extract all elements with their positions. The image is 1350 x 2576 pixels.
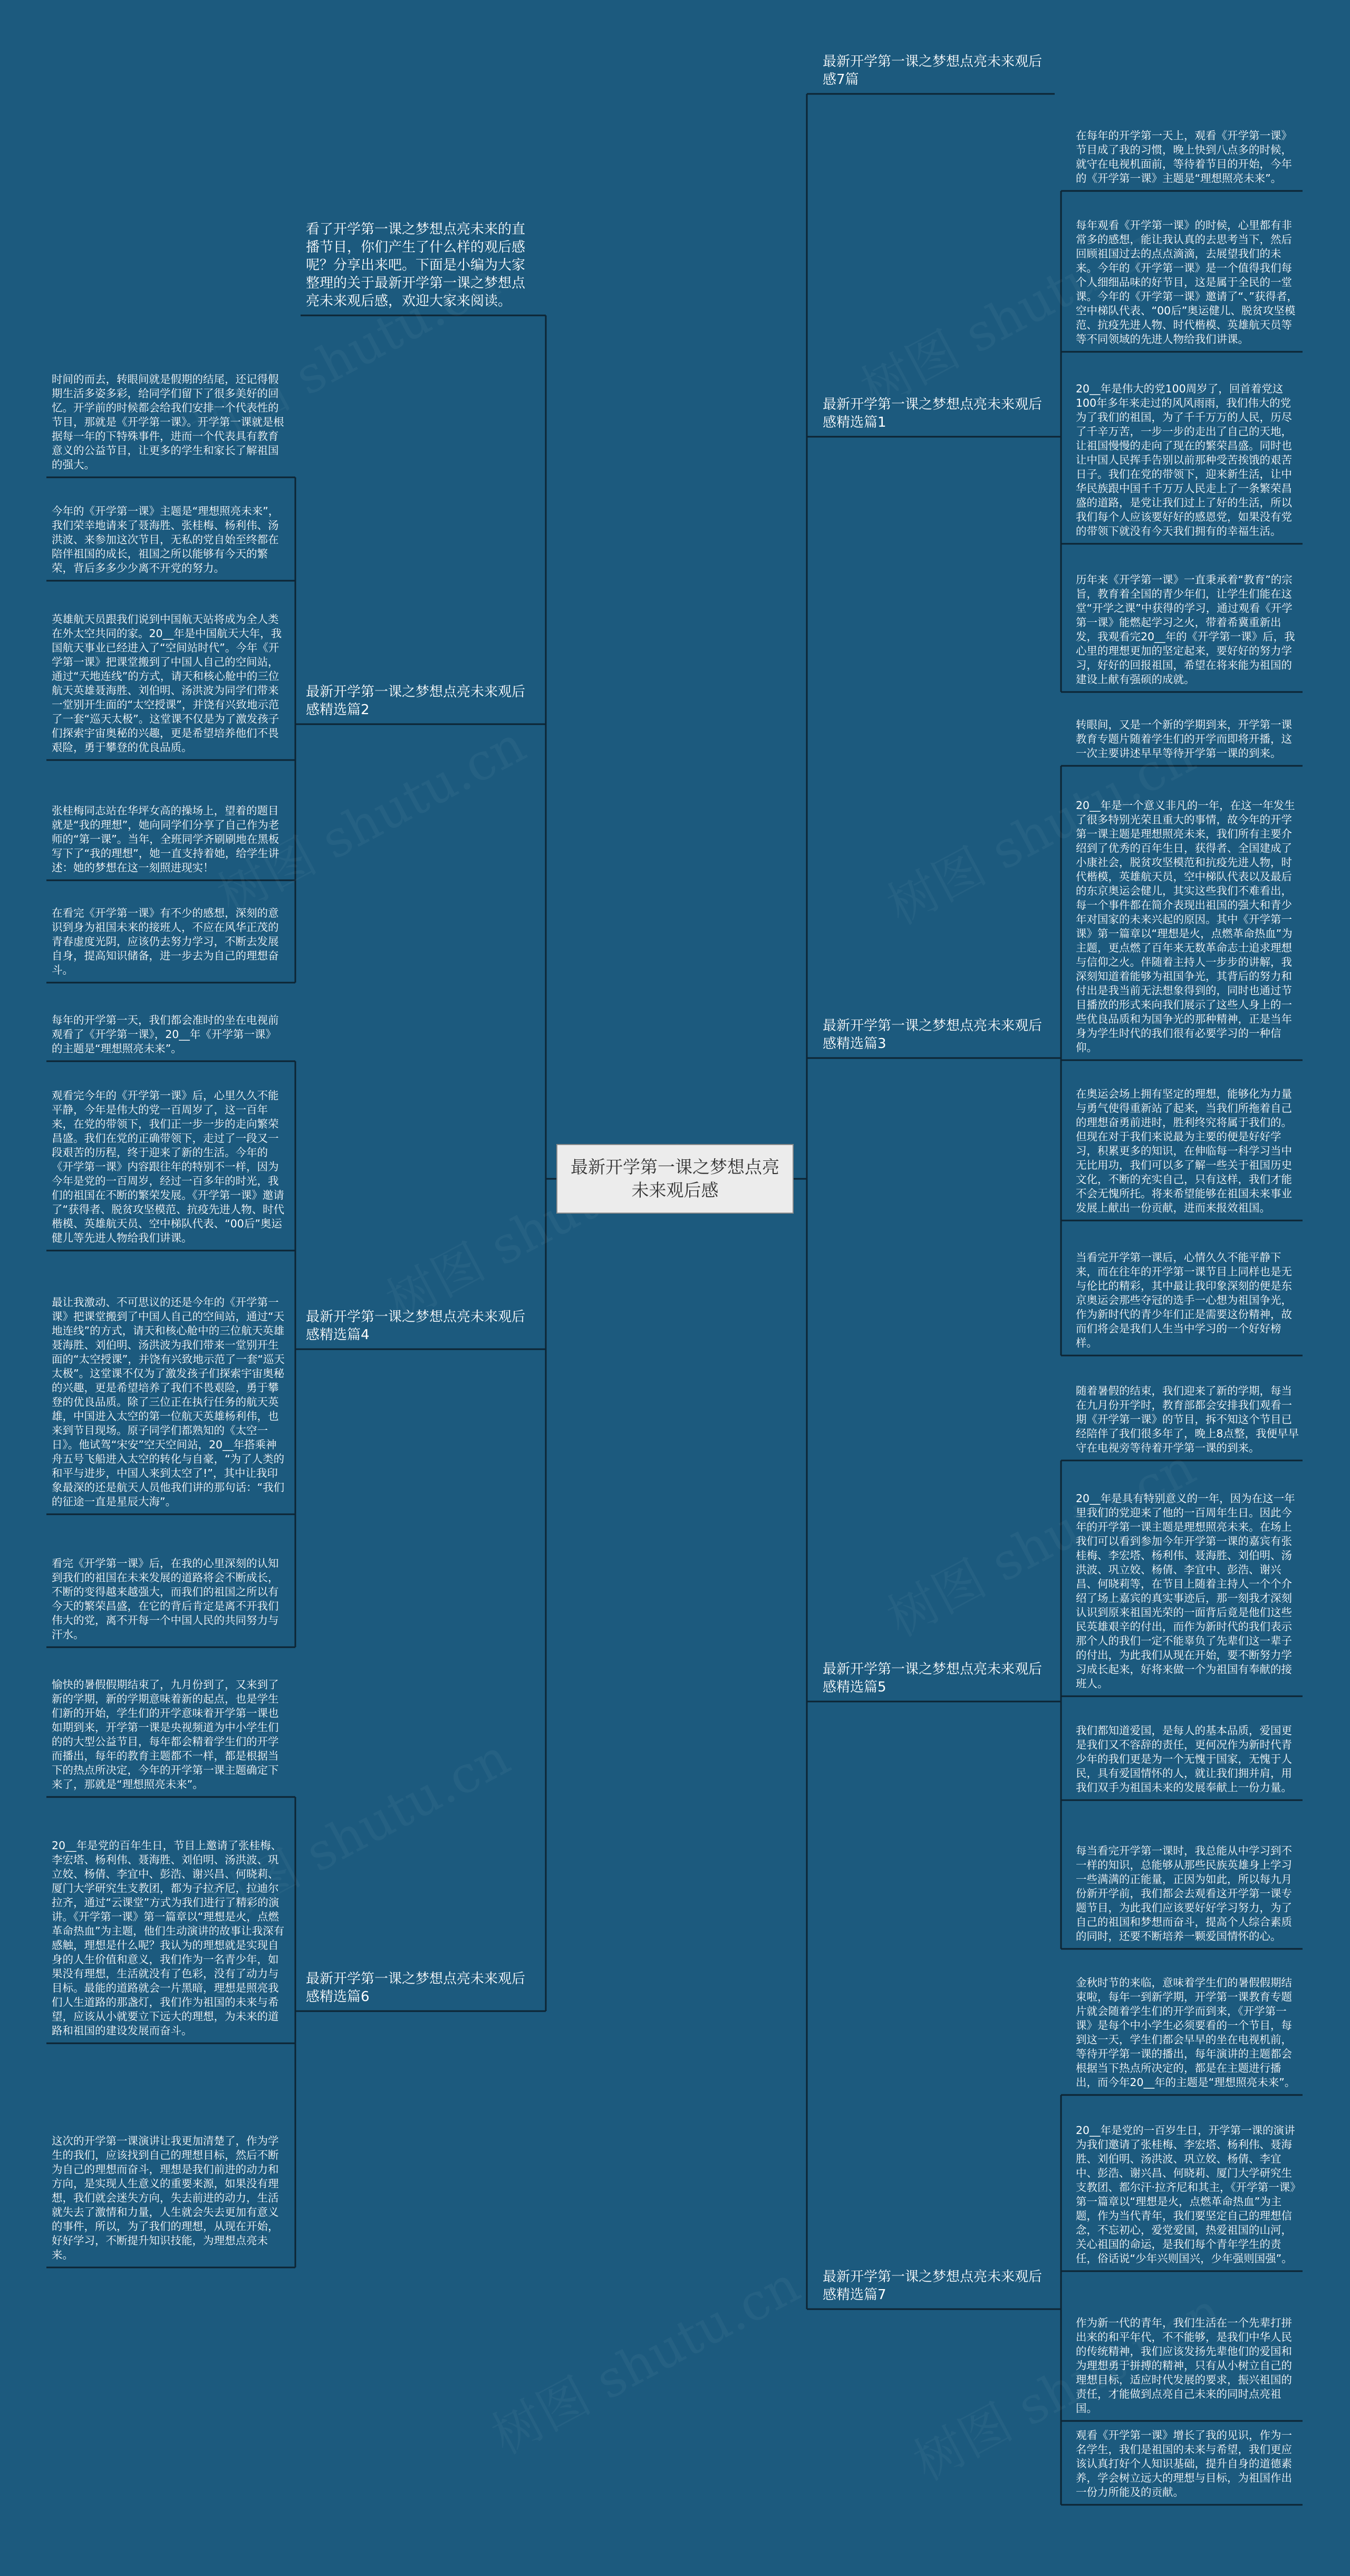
left-1-leaf-4[interactable]: 张桂梅同志站在华坪女高的操场上，望着的题目就是“我的理想”，她向同学们分享了自己作为老师的“第一课”。当年，全班同学齐刷刷地在黑板写下了“我的理想”，她一直支持着她，给学生讲述：她的梦想在这一刻照进现实！ <box>52 804 279 874</box>
intro-text[interactable]: 看了开学第一课之梦想点亮未来的直播节目，你们产生了什么样的观后感呢？分享出来吧。下面是小编为大家整理的关于最新开学第一课之梦想点亮未来观后感，欢迎大家来阅读。 <box>306 222 526 309</box>
right-3-leaf-4[interactable]: 每当看完开学第一课时，我总能从中学习到不一样的知识，总能够从那些民族英雄身上学习一些满满的正能量，正因为如此，所以每九月份新开学前，我们都会去观看这开学第一课专题节目，为此我们应该要好好学习努力，为了自己的祖国和梦想而奋斗，提高个人综合素质的同时，还要不断培养一颗爱国情怀的心。 <box>1076 1844 1292 1943</box>
branch-right-2-title[interactable]: 最新开学第一课之梦想点亮未来观后感精选篇3 <box>823 1018 1043 1052</box>
right-2-leaf-1[interactable]: 转眼间，又是一个新的学期到来，开学第一课教育专题片随着学生们的开学而即将开播，这一次主要讲述早早等待开学第一课的到来。 <box>1076 718 1292 760</box>
left-1-leaf-1[interactable]: 时间的而去，转眼间就是假期的结尾，还记得假期生活多姿多彩，给同学们留下了很多美好的回忆。开学前的时候都会给我们安排一个代表性的节目，那就是《开学第一课》。开学第一课就是根据每一年的下特殊事件，进而一个代表具有教育意义的公益节目，让更多的学生和家长了解祖国的强大。 <box>52 373 284 471</box>
left-1-leaf-5[interactable]: 在看完《开学第一课》有不少的感想，深刻的意识到身为祖国未来的接班人，不应在风华正茂的青春虚度光阴，应该仍去努力学习，不断去发展自身，提高知识储备，进一步去为自己的理想奋斗。 <box>52 907 279 976</box>
left-3-leaf-2[interactable]: 20__年是党的百年生日，节目上邀请了张桂梅、李宏塔、杨利伟、聂海胜、刘伯明、汤洪波、巩立姣、杨倩、李宜中、彭浩、谢兴昌、何晓莉、厦门大学研究生支教团，都为子拉齐尼，拉迪尔拉齐，通过“云课堂”方式为我们进行了精彩的演讲。《开学第一课》第一篇章以“理想是火，点燃革命热血”为主题，他们生动演讲的故事让我深有感触，理想是什么呢？我认为的理想就是实现自身的人生价值和意义，我们作为一名青少年，如果没有理想，生活就没有了色彩，没有了动力与目标。最能的道路就会一片黑暗，理想是照亮我们人生道路的那盏灯，我们作为祖国的未来与希望，应该从小就要立下远大的理想，为未来的道路和祖国的建设发展而奋斗。 <box>52 1839 285 2037</box>
left-1-leaf-3[interactable]: 英雄航天员跟我们说到中国航天站将成为全人类在外太空共同的家。20__年是中国航天大年，我国航天事业已经进入了“空间站时代”。今年《开学第一课》把课堂搬到了中国人自己的空间站，通过“天地连线”的方式，请天和核心舱中的三位航天英雄聂海胜、刘伯明、汤洪波为同学们带来一堂别开生面的“太空授课”，并饶有兴致地示范了一套“巡天太极”。这堂课不仅是为了激发孩子们探索宇宙奥秘的兴趣，更是希望培养他们不畏艰险，勇于攀登的优良品质。 <box>52 613 282 754</box>
branch-right-4-title[interactable]: 最新开学第一课之梦想点亮未来观后感精选篇7 <box>823 2269 1043 2303</box>
right-3-leaf-1[interactable]: 随着暑假的结束，我们迎来了新的学期，每当在九月份开学时，教育部都会安排我们观看一期《开学第一课》的节目，拆不知这个节目已经陪伴了我们很多年了，晚上8点整，我便早早守在电视旁等待着开学第一课的到来。 <box>1076 1385 1299 1454</box>
right-2-leaf-3[interactable]: 在奥运会场上拥有坚定的理想，能够化为力量与勇气使得重新站了起来，当我们所拖着自己的理想奋勇前进时，胜利终究将属于我们的。但现在对于我们来说最为主要的便是好好学习，积累更多的知识，在伸临每一科学习当中无比用功，我们可以多了解一些关于祖国历史文化，不断的充实自己，只有这样，我们才能不会无愧所托。将来希望能够在祖国未来事业发展上献出一份贡献，进而来报效祖国。 <box>1076 1088 1292 1214</box>
right-4-leaf-4[interactable]: 观看《开学第一课》增长了我的见识，作为一名学生，我们是祖国的未来与希望，我们更应该认真打好个人知识基础，提升自身的道德素养，学会树立远大的理想与目标，为祖国作出一份力所能及的贡献。 <box>1076 2429 1292 2498</box>
right-2-leaf-2[interactable]: 20__年是一个意义非凡的一年，在这一年发生了很多特别光荣且重大的事情，故今年的开学第一课主题是理想照亮未来，我们所有主要介绍到了优秀的百年生日，获得者、全国建成了小康社会，脱贫攻坚模范和抗疫先进人物，时代楷模，英雄航天员，空中梯队代表以及最后的东京奥运会健儿，其实这些我们不难看出，每一个事件都在简介表现出祖国的强大和青少年对国家的未来兴起的原因。其中《开学第一课》第一篇章以“理想是火，点燃革命热血”为主题，更点燃了百年来无数革命志士追求理想与信仰之火。伴随着主持人一步步的讲解，我深刻知道着能够为祖国争光，其背后的努力和付出是我当前无法想象得到的，同时也通过节目播放的形式来向我们展示了这些人身上的一些优良品质和为国争光的那种精神，正是当年身为学生时代的我们很有必要学习的一种信仰。 <box>1076 799 1295 1054</box>
right-3-leaf-2[interactable]: 20__年是具有特别意义的一年，因为在这一年里我们的党迎来了他的一百周年生日。因此今年的开学第一课主题是理想照亮未来。在场上我们可以看到参加今年开学第一课的嘉宾有张桂梅、李宏塔、杨利伟、聂海胜、刘伯明、汤洪波、巩立姣、杨倩、李宜中、彭浩、谢兴昌、何晓莉等，在节目上随着主持人一个个介绍了场上嘉宾的真实事迹后，那一刻我才深刻认识到原来祖国光荣的一面背后竟是他们这些民英雄艰辛的付出，而作为新时代的我们表示那个人的我们一定不能辜负了先辈们这一辈子的付出，为此我们从现在开始，要不断努力学习成长起来，好将来做一个为祖国有奉献的接班人。 <box>1076 1492 1295 1690</box>
right-1-leaf-4[interactable]: 历年来《开学第一课》一直秉承着“教育”的宗旨，教育着全国的青少年们，让学生们能在这堂“开学之课”中获得的学习，通过观看《开学第一课》能燃起学习之火，带着希冀重新出发，我观看完20__年的《开学第一课》后，我心里的理想更加的坚定起来，要好好的努力学习，好好的回报祖国，希望在将来能为祖国的建设上献有强硕的成就。 <box>1076 573 1295 686</box>
right-4-leaf-3[interactable]: 作为新一代的青年，我们生活在一个先辈打拼出来的和平年代，不不能够，是我们中华人民的传统精神，我们应该发扬先辈他们的爱国和为理想勇于拼搏的精神，只有从小树立自己的理想目标，适应时代发展的要求，振兴祖国的责任，才能做到点亮自己未来的同时点亮祖国。 <box>1076 2317 1292 2415</box>
branch-right-0-title[interactable]: 最新开学第一课之梦想点亮未来观后感7篇 <box>823 54 1043 88</box>
branch-left-3-title[interactable]: 最新开学第一课之梦想点亮未来观后感精选篇6 <box>306 1971 526 2005</box>
central-topic[interactable]: 最新开学第一课之梦想点亮未来观后感 <box>556 1144 794 1214</box>
right-1-leaf-3[interactable]: 20__年是伟大的党100周岁了，回首着党这100年多年来走过的风风雨雨，我们伟大的党为了我们的祖国，为了千千万万的人民，历尽了千辛万苦，一步一步的走出了自己的天地，让祖国慢慢的走向了现在的繁荣昌盛。同时也让中国人民挥手告别以前那种受苦挨饿的艰苦日子。我们在党的带领下，迎来新生活，让中华民族跟中国千千万万人民走上了一条繁荣昌盛的道路，是党让我们过上了好的生活，所以我们每个人应该要好好的感恩党，如果没有党的带领下就没有今天我们拥有的幸福生活。 <box>1076 382 1292 537</box>
right-4-leaf-1[interactable]: 金秋时节的来临，意味着学生们的暑假假期结束啦，每年一到新学期，开学第一课教育专题片就会随着学生们的开学而到来，《开学第一课》是每个中小学生必须要看的一个节目，每到这一天，学生们都会早早的坐在电视机前，等待开学第一课的播出，每年演讲的主题都会根据当下热点所决定的，都是在主题进行播出，而今年20__年的主题是“理想照亮未来”。 <box>1076 1976 1296 2089</box>
right-1-leaf-1[interactable]: 在每年的开学第一天上，观看《开学第一课》节目成了我的习惯，晚上快到八点多的时候，就守在电视机面前，等待着节目的开始，今年的《开学第一课》主题是“理想照亮未来”。 <box>1076 129 1292 185</box>
left-2-leaf-1[interactable]: 每年的开学第一天，我们都会准时的坐在电视前观看了《开学第一课》，20__年《开学第一课》的主题是“理想照亮未来”。 <box>52 1014 279 1055</box>
right-4-leaf-2[interactable]: 20__年是党的一百岁生日，开学第一课的演讲为我们邀请了张桂梅、李宏塔、杨利伟、聂海胜、刘伯明、汤洪波、巩立姣、杨倩、李宜中、彭浩、谢兴昌、何晓莉、厦门大学研究生支教团、都尔汗·拉齐尼和其主，《开学第一课》第一篇章以“理想是火，点燃革命热血”为主题，作为当代青年，我们要坚定自己的理想信念，不忘初心，爱党爱国，热爱祖国的山河，关心祖国的命运，是我们每个青年学生的责任，俗话说“少年兴则国兴，少年强则国强”。 <box>1076 2124 1296 2265</box>
branch-right-1-title[interactable]: 最新开学第一课之梦想点亮未来观后感精选篇1 <box>823 397 1043 430</box>
left-3-leaf-1[interactable]: 愉快的暑假假期结束了，九月份到了，又来到了新的学期，新的学期意味着新的起点，也是学生们新的开始，学生们的开学意味着开学第一课也如期到来，开学第一课是央视频道为中小学生们的的大型公益节目，每年都会精着学生们的开学而播出，每年的教育主题都不一样，都是根据当下的热点所决定，今年的开学第一课主题确定下来了，那就是“理想照亮未来”。 <box>52 1678 279 1791</box>
left-2-leaf-3[interactable]: 最让我激动、不可思议的还是今年的《开学第一课》把课堂搬到了中国人自己的空间站，通过“天地连线”的方式，请天和核心舱中的三位航天英雄聂海胜、刘伯明、汤洪波为我们带来一堂别开生面的“太空授课”，并饶有兴致地示范了一套“巡天太极”。这堂课不仅为了激发孩子们探索宇宙奥秘的兴趣，更是希望培养了我们不畏艰险，勇于攀登的优良品质。除了三位正在执行任务的航天英雄，中国进入太空的第一位航天英雄杨利伟，也来到节目现场。原子同学们都熟知的《太空一日》。他试驾“宋安”空天空间站，20__年搭乘神舟五号飞船进入太空的转化与自豪，“为了人类的和平与进步，中国人来到太空了!”，其中让我印象最深的还是航天人员他我们讲的那句话：“我们的征途一直是星辰大海”。 <box>52 1296 285 1508</box>
branch-left-2-title[interactable]: 最新开学第一课之梦想点亮未来观后感精选篇4 <box>306 1309 526 1343</box>
branch-left-1-title[interactable]: 最新开学第一课之梦想点亮未来观后感精选篇2 <box>306 684 526 718</box>
left-1-leaf-2[interactable]: 今年的《开学第一课》主题是“理想照亮未来”，我们荣幸地请来了聂海胜、张桂梅、杨利伟、汤洪波、来参加这次节目，无私的党自始至终都在陪伴祖国的成长，祖国之所以能够有今天的繁荣，背后多多少少离不开党的努力。 <box>52 505 279 574</box>
left-3-leaf-3[interactable]: 这次的开学第一课演讲让我更加清楚了，作为学生的我们，应该找到自己的理想目标，然后不断为自己的理想而奋斗，理想是我们前进的动力和方向，是实现人生意义的重要来源，如果没有理想，我们就会迷失方向，失去前进的动力，生活就失去了激情和力量，人生就会失去更加有意义的事件，所以，为了我们的理想，从现在开始，好好学习，不断提升知识技能，为理想点亮未来。 <box>52 2135 279 2261</box>
left-2-leaf-4[interactable]: 看完《开学第一课》后，在我的心里深刻的认知到我们的祖国在未来发展的道路将会不断成长，不断的变得越来越强大，而我们的祖国之所以有今天的繁荣昌盛，在它的背后肯定是离不开我们伟大的党，离不开每一个中国人民的共同努力与汗水。 <box>52 1557 279 1641</box>
branch-right-3-title[interactable]: 最新开学第一课之梦想点亮未来观后感精选篇5 <box>823 1661 1043 1695</box>
left-2-leaf-2[interactable]: 观看完今年的《开学第一课》后，心里久久不能平静，今年是伟大的党一百周岁了，这一百年来，在党的带领下，我们正一步一步的走向繁荣昌盛。我们在党的正确带领下，走过了一段又一段艰苦的历程，终于迎来了新的生活。今年的《开学第一课》内容跟往年的特别不一样，因为今年是党的一百周岁，经过一百多年的时光，我们的祖国在不断的繁荣发展。《开学第一课》邀请了“获得者、脱贫攻坚模范、抗疫先进人物、时代楷模、英雄航天员、空中梯队代表、“00后”奥运健儿等先进人物给我们讲课。 <box>52 1089 285 1244</box>
right-1-leaf-2[interactable]: 每年观看《开学第一课》的时候，心里都有非常多的感想，能让我认真的去思考当下，然后回顾祖国过去的点点滴滴，去展望我们的未来。今年的《开学第一课》是一个值得我们每个人细细品味的好节目，这是属于全民的一堂课。今年的《开学第一课》邀请了“、”获得者，空中梯队代表、“00后”奥运健儿、脱贫攻坚模范、抗疫先进人物、时代楷模、英雄航天员等等不同领域的先进人物给我们讲课。 <box>1076 219 1298 345</box>
right-2-leaf-4[interactable]: 当看完开学第一课后，心情久久不能平静下来，而在往年的开学第一课节目上同样也是无与伦比的精彩，其中最让我印象深刻的便是东京奥运会那些夺冠的选手一心想为祖国争光，作为新时代的青少年们正是需要这份精神，故而们将会是我们人生当中学习的一个好好榜样。 <box>1076 1251 1292 1349</box>
right-3-leaf-3[interactable]: 我们都知道爱国，是每人的基本品质，爱国更是我们又不容辞的责任，更何况作为新时代青少年的我们更是为一个无愧于国家，无愧于人民，具有爱国情怀的人，就让我们拥并肩，用我们双手为祖国未来的发展奉献上一份力量。 <box>1076 1724 1292 1794</box>
